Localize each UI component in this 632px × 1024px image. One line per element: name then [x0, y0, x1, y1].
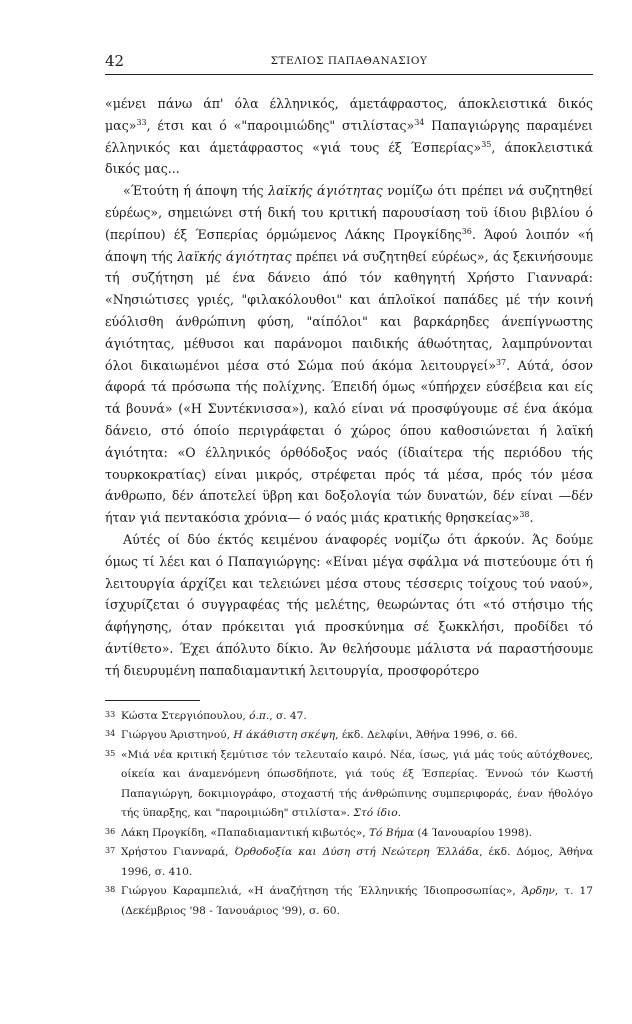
italic-text: Όρθοδοξία και Δύση στή Νεώτερη Έλλάδα: [234, 846, 480, 859]
italic-text: λαϊκής άγιότητας: [268, 183, 383, 199]
footnote-ref: 34: [414, 117, 425, 127]
footnote: [105, 882, 593, 921]
footnotes: [105, 707, 593, 922]
text-run: , άποκλειστικά δικός μας...: [105, 139, 593, 177]
footnote-ref: 38: [519, 509, 530, 519]
footnote-number: 37: [105, 846, 116, 856]
text-run: «Μιά νέα κριτική ξεμύτισε τόν τελευταίο καιρό. Νέα, ίσως, γιά μάς τούς αύτόχθονες, οίκεία και άναμενόμενη όπωσδήποτε, γιά τούς έξ Έσπερίας. Έννοώ τόν Κωστή Παπαγιώργη, δοκιμιογράφο, στοχαστή τής άνθρώπινης συμπεριφοράς, έναν ήθολόγο τής ϋπαρξης, και "παροιμιώδη" στιλίστα».: [121, 748, 593, 820]
footnote-number: 38: [105, 885, 116, 895]
footnote: [105, 746, 593, 824]
text-run: . Άφού λοιπόν «ή άποψη τής: [105, 226, 593, 264]
running-head: ΣΤΕΛΙΟΣ ΠΑΠΑΘΑΝΑΣΙΟΥ: [270, 55, 428, 67]
text-run: , έκδ. Δόμος, Άθήνα 1996, σ. 410.: [121, 846, 593, 878]
italic-text: λαϊκής άγιότητας: [177, 248, 292, 264]
paragraph: [105, 529, 593, 682]
footnote: [105, 707, 593, 727]
italic-text: Άρδην: [521, 885, 555, 898]
footnote-number: 35: [105, 748, 116, 758]
footnote-ref: 35: [481, 139, 492, 149]
footnote-number: 36: [105, 826, 116, 836]
footnote-rule: [105, 700, 200, 701]
footnote-ref: 36: [461, 226, 472, 236]
text-run: Αύτές οί δύο έκτός κειμένου άναφορές νομίζω ότι άρκούν. Άς δούμε όμως τί λέει και ό Παπαγιώργης: «Είναι μέγα σφάλμα νά πιστεύουμε ότι ή λειτουργία άρχίζει και τελειώνει μέσα στους τέσσερις τοίχους τού ναού», ίσχυρίζεται ό συγγραφέας τής μελέτης, θεωρώντας ότι «τό στήσιμο τής άφήγησης, όταν πρόκειται γιά προσκύνημα σέ ξωκκλήσι, προδίδει τό άντίθετο». Έχει άπόλυτο δίκιο. Άν θελήσουμε μάλιστα νά παραστήσουμε τή διευρυμένη παπαδιαμαντική λειτουργία, προσφορότερο: [105, 531, 593, 678]
text-run: , σ. 47.: [269, 709, 307, 722]
text-run: Γιώργου Καραμπελιά, «Η άναζήτηση τής Έλληνικής Ίδιοπροσωπίας»,: [121, 885, 522, 898]
footnote: [105, 843, 593, 882]
footnote: [105, 824, 593, 844]
text-run: .: [529, 510, 534, 526]
text-run: Παπαγιώργης παραμένει έλληνικός και άμετάφραστος «γιά τους έξ Έσπερίας»: [105, 117, 593, 155]
text-run: , τ. 17 (Δεκέμβριος '98 - Ίανουάριος '99), σ. 60.: [121, 885, 593, 917]
text-run: «μένει πάνω άπ' όλα έλληνικός, άμετάφραστος, άποκλειστικά δικός μας»: [105, 96, 593, 133]
text-run: «Έτούτη ή άποψη τής: [123, 183, 269, 199]
text-run: , έκδ. Δελφίνι, Άθήνα 1996, σ. 66.: [335, 729, 518, 742]
book-page: [105, 52, 593, 921]
footnote-number: 33: [105, 709, 116, 719]
paragraph: [105, 180, 593, 529]
body-text: [105, 93, 593, 682]
footnote-number: 34: [105, 729, 116, 739]
footnote: [105, 726, 593, 746]
text-run: . Αύτά, όσον άφορά τά πρόσωπα τής πολίχνης. Έπειδή όμως «ύπήρχεν εύσέβεια και είς τά βουνά» («Η Συντέκνισσα»), καλό είναι νά προσφύγουμε σέ ένα άκόμα δάνειο, στό όποίο περιγράφεται ό χώρος όπου καθοσιώνεται ή λαϊκή άγιότητα: «Ο έλληνικός όρθόδοξος ναός (ίδιαίτερα τής περιόδου τής τουρκοκρατίας) είναι μικρός, στρέφεται πρός τά μέσα, πρός τόν μέσα άνθρωπο, δέν άποτελεί ϋβρη και δοξολογία τών δυνατών, δέν είναι —δέν ήταν γιά πεντακόσια χρόνια— ό ναός μιάς κρατικής θρησκείας»: [105, 357, 593, 526]
text-run: Λάκη Προγκίδη, «Παπαδιαμαντική κιβωτός»,: [121, 826, 369, 839]
text-run: (4 Ίανουαρίου 1998).: [413, 826, 533, 839]
text-run: , έτσι και ό «"παροιμιώδης" στιλίστας»: [146, 117, 415, 133]
italic-text: Στό ίδιο.: [353, 807, 401, 820]
footnote-ref: 33: [136, 117, 147, 127]
footnote-ref: 37: [495, 357, 507, 367]
page-header: [105, 52, 593, 75]
text-run: Κώστα Στεργιόπουλου,: [121, 709, 250, 722]
italic-text: Τό Βήμα: [368, 826, 414, 839]
italic-text: Η άκάθιστη σκέψη: [233, 729, 336, 742]
text-run: νομίζω ότι πρέπει νά συζητηθεί εύρέως», σημειώνει στή δική του κριτική παρουσίαση τοϋ ίδιου βιβλίου ό (περίπου) έξ Έσπερίας όρμώμενος Λάκης Προγκίδης: [105, 183, 594, 242]
text-run: πρέπει νά συζητηθεί εύρέως», άς ξεκινήσουμε τή συζήτηση μέ ένα δάνειο άπό τόν καθηγητή Χρήστο Γιανναρά: «Νησιώτισες γριές, "φιλακόλουθοι" και άπλοϊκοί παπάδες μέ τήν κοινή εύόλισθη άνθρώπινη φύση, "αίπόλοι" και βαρκάρηδες άνεπίγνωστης άγιότητας, μέθυσοι και παράνομοι παιδικής άθωότητας, λαμπρύνονται όλοι δικαιωμένοι μέσα στό Σώμα πού άκόμα λειτουργεί»: [105, 248, 594, 373]
text-run: Γιώργου Άριστηνού,: [121, 729, 234, 742]
text-run: Χρήστου Γιανναρά,: [121, 846, 235, 859]
italic-text: ό.π.: [249, 709, 270, 722]
page-number: 42: [105, 52, 125, 70]
paragraph: [105, 93, 593, 180]
